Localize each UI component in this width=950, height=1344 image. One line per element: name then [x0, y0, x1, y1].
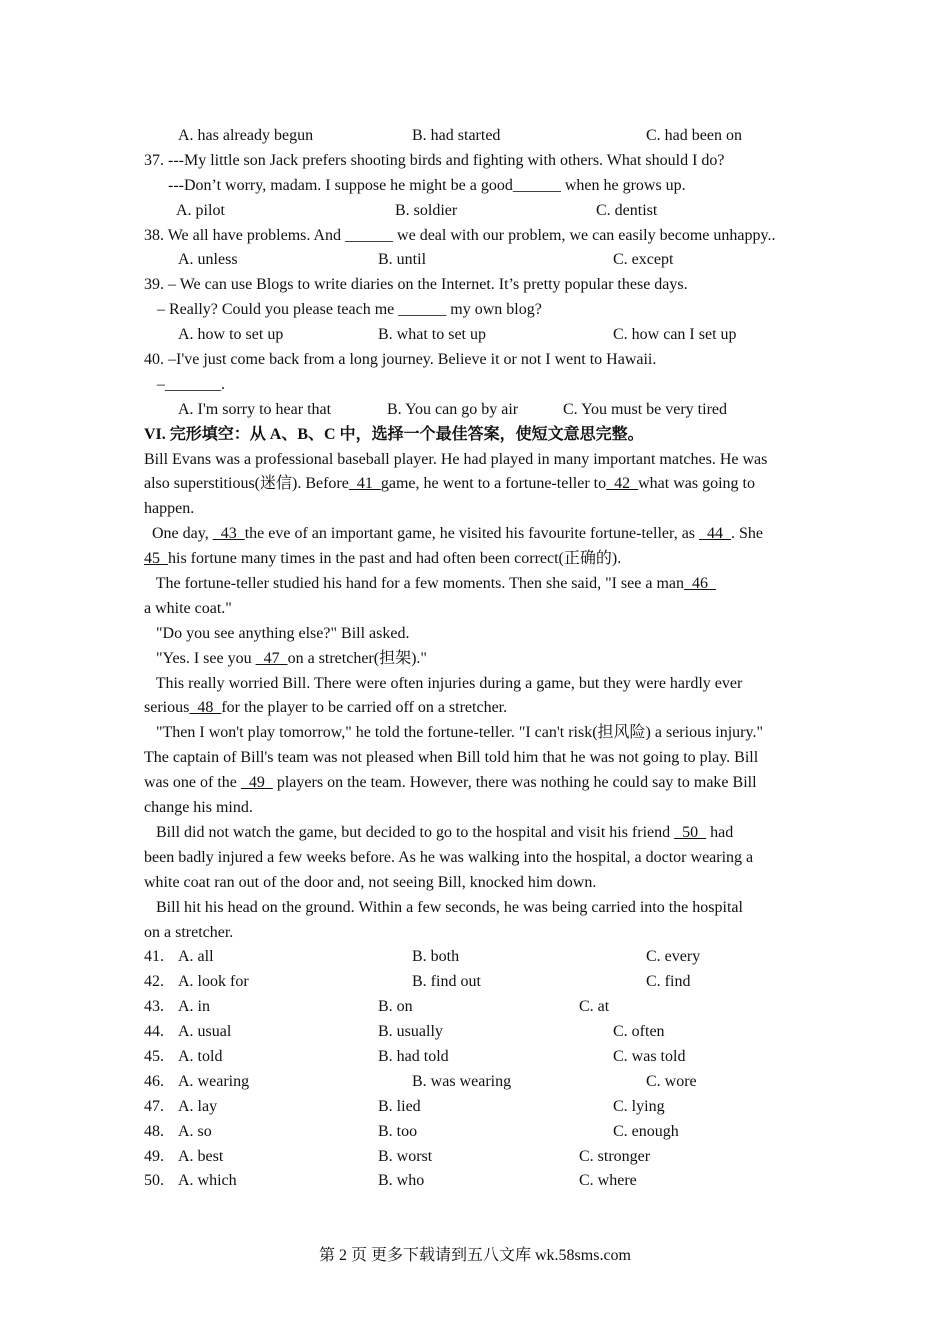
answer-option-c: C. every: [646, 948, 701, 966]
answer-number: 46.: [144, 1072, 164, 1090]
answer-option-c: C. where: [579, 1172, 637, 1190]
passage-line: This really worried Bill. There were often injuries during a game, but they were hardly ever: [144, 674, 743, 692]
q37-stem: 37. ---My little son Jack prefers shooting birds and fighting with others. What should I do?: [144, 151, 725, 169]
q39-stem: 39. – We can use Blogs to write diaries on the Internet. It’s pretty popular these days.: [144, 276, 688, 294]
answer-option-c: C. was told: [613, 1047, 686, 1065]
passage-line: change his mind.: [144, 799, 253, 817]
answer-option-a: A. in: [178, 998, 210, 1016]
answer-option-c: C. lying: [613, 1097, 665, 1115]
passage-line: happen.: [144, 500, 195, 518]
answer-option-c: C. find: [646, 973, 691, 991]
answer-option-a: A. lay: [178, 1097, 218, 1115]
passage-text: Bill did not watch the game, but decided to go to the hospital and visit his friend: [144, 823, 675, 841]
passage-line: [144, 572, 808, 597]
blank-43: 43: [212, 525, 245, 543]
q39-options: [144, 323, 808, 348]
q37-reply: ---Don’t worry, madam. I suppose he might be a good______ when he grows up.: [168, 176, 686, 194]
passage-line: [144, 771, 808, 796]
answer-option-b: B. was wearing: [412, 1072, 512, 1090]
q39-option-a: A. how to set up: [178, 326, 284, 344]
passage-text: The fortune-teller studied his hand for a few moments. Then she said, "I see a man: [144, 575, 685, 593]
answer-option-b: B. find out: [412, 973, 481, 991]
answer-option-a: A. wearing: [178, 1072, 250, 1090]
passage-text: had: [706, 823, 734, 841]
section-heading: VI. 完形填空：从 A、B、C 中，选择一个最佳答案，使短文意思完整。: [144, 425, 644, 443]
q36-option-a: A. has already begun: [178, 127, 314, 144]
passage-line: [144, 821, 808, 846]
passage-line: [144, 547, 808, 572]
passage-line: a white coat.": [144, 599, 232, 617]
q39-option-b: B. what to set up: [378, 326, 486, 344]
passage-text: what was going to: [638, 475, 755, 493]
answer-number: 41.: [144, 948, 164, 966]
answer-number: 47.: [144, 1097, 164, 1115]
blank-41: 41: [348, 475, 381, 493]
q40-reply: –_______.: [157, 375, 225, 393]
blank-47: 47: [255, 649, 288, 667]
passage-line: on a stretcher.: [144, 923, 234, 941]
answer-option-a: A. which: [178, 1172, 237, 1190]
answer-option-b: B. who: [378, 1172, 425, 1190]
answer-option-c: C. at: [579, 998, 610, 1016]
passage-line: Bill Evans was a professional baseball player. He had played in many important matches. He was: [144, 450, 768, 468]
answer-row-44: [144, 1020, 808, 1045]
answer-option-b: B. on: [378, 998, 413, 1016]
blank-48: 48: [189, 699, 222, 717]
q36-options: [144, 124, 808, 149]
blank-42: 42: [606, 475, 639, 493]
passage-line: Bill hit his head on the ground. Within a few seconds, he was being carried into the hospital: [144, 898, 743, 916]
answer-option-b: B. lied: [378, 1097, 421, 1115]
passage-text: for the player to be carried off on a stretcher.: [221, 699, 508, 717]
answer-number: 48.: [144, 1122, 164, 1140]
answer-row-47: [144, 1095, 808, 1120]
passage-line: "Then I won't play tomorrow," he told the fortune-teller. "I can't risk(担风险) a serious injury.": [144, 724, 764, 742]
answer-option-b: B. had told: [378, 1047, 449, 1065]
q40-option-c: C. You must be very tired: [563, 400, 727, 418]
answer-option-c: C. stronger: [579, 1147, 651, 1165]
answer-number: 42.: [144, 973, 164, 991]
passage-line: "Do you see anything else?" Bill asked.: [144, 624, 410, 642]
q37-option-a: A. pilot: [176, 201, 225, 219]
answer-option-c: C. wore: [646, 1072, 697, 1090]
answer-option-a: A. so: [178, 1122, 212, 1140]
answer-number: 44.: [144, 1023, 164, 1041]
q38-options: [144, 248, 808, 273]
answer-option-c: C. enough: [613, 1122, 679, 1140]
q40-options: [144, 398, 808, 423]
q40-option-a: A. I'm sorry to hear that: [178, 400, 332, 418]
answer-number: 43.: [144, 998, 164, 1016]
passage-line: [144, 647, 808, 672]
passage-line: The captain of Bill's team was not pleased when Bill told him that he was not going to play. Bill: [144, 749, 759, 767]
blank-49: 49: [240, 774, 273, 792]
answer-option-b: B. too: [378, 1122, 418, 1140]
q40-stem: 40. –I've just come back from a long journey. Believe it or not I went to Hawaii.: [144, 351, 657, 369]
q39-option-c: C. how can I set up: [613, 326, 737, 344]
passage-text: serious: [144, 699, 190, 717]
q36-option-c: C. had been on: [646, 127, 742, 144]
page-footer: 第 2 页 更多下载请到五八文库 wk.58sms.com: [318, 1247, 631, 1264]
answer-option-a: A. look for: [178, 973, 249, 991]
answer-number: 49.: [144, 1147, 164, 1165]
passage-line: white coat ran out of the door and, not seeing Bill, knocked him down.: [144, 873, 597, 891]
passage-text: his fortune many times in the past and had often been correct(正确的).: [168, 550, 622, 568]
q37-options: [144, 199, 808, 224]
passage-text: the eve of an important game, he visited his favourite fortune-teller, as: [244, 525, 700, 543]
answer-option-b: B. both: [412, 948, 460, 966]
q37-option-b: B. soldier: [395, 201, 458, 219]
blank-50: 50: [674, 823, 707, 841]
passage-line: [144, 472, 808, 497]
answer-row-45: [144, 1045, 808, 1070]
q36-option-b: B. had started: [412, 127, 501, 144]
passage-text: "Yes. I see you: [144, 649, 256, 667]
answer-row-49: [144, 1145, 808, 1170]
answer-option-a: A. all: [178, 948, 214, 966]
q39-reply: – Really? Could you please teach me ______ my own blog?: [157, 301, 542, 319]
answer-option-b: B. usually: [378, 1023, 443, 1041]
blank-45: 45: [144, 550, 168, 568]
passage-text: on a stretcher(担架).": [287, 649, 427, 667]
answer-number: 50.: [144, 1172, 164, 1190]
answer-option-a: A. usual: [178, 1023, 232, 1041]
blank-44: 44: [699, 525, 732, 543]
answer-option-a: A. best: [178, 1147, 224, 1165]
passage-line: been badly injured a few weeks before. As he was walking into the hospital, a doctor wearing a: [144, 848, 754, 866]
answer-option-b: B. worst: [378, 1147, 433, 1165]
answer-option-a: A. told: [178, 1047, 223, 1065]
passage-text: also superstitious(迷信). Before: [144, 475, 349, 493]
answer-row-46: [144, 1070, 808, 1095]
answer-row-42: [144, 970, 808, 995]
passage-text: One day,: [144, 525, 213, 543]
passage-text: players on the team. However, there was nothing he could say to make Bill: [272, 774, 757, 792]
q38-option-c: C. except: [613, 251, 674, 269]
blank-46: 46: [684, 575, 717, 593]
answer-row-41: [144, 945, 808, 970]
passage-line: [144, 522, 808, 547]
answer-row-50: [144, 1169, 808, 1194]
q37-option-c: C. dentist: [596, 201, 658, 219]
passage-text: was one of the: [144, 774, 241, 792]
answer-number: 45.: [144, 1047, 164, 1065]
answer-row-48: [144, 1120, 808, 1145]
q40-option-b: B. You can go by air: [387, 400, 519, 418]
answer-row-43: [144, 995, 808, 1020]
answer-option-c: C. often: [613, 1023, 665, 1041]
q38-option-a: A. unless: [178, 251, 238, 269]
passage-text: game, he went to a fortune-teller to: [380, 475, 607, 493]
q38-option-b: B. until: [378, 251, 427, 269]
passage-text: . She: [731, 525, 764, 543]
exam-content: [144, 124, 808, 1194]
q38-stem: 38. We all have problems. And ______ we deal with our problem, we can easily become unhappy..: [144, 226, 776, 244]
passage-line: [144, 696, 808, 721]
